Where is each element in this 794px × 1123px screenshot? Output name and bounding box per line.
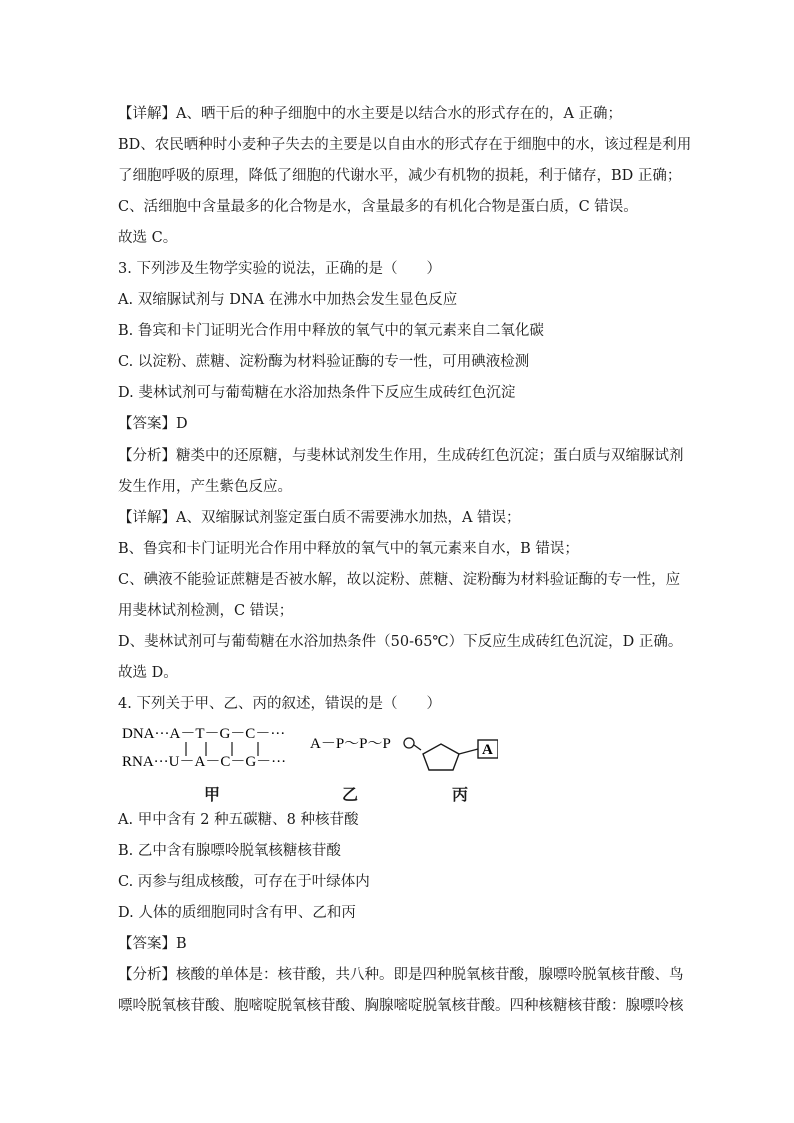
text-line: 用斐林试剂检测，C 错误； — [118, 603, 294, 619]
answer-line: 【答案】B — [118, 936, 187, 952]
question-3-stem: 3. 下列涉及生物学实验的说法，正确的是（ ） — [118, 261, 441, 277]
dna-strand: DNA···A－T－G－C－··· — [122, 726, 286, 742]
figure-label-jia: 甲 — [204, 785, 221, 804]
text-line: 故选 C。 — [118, 230, 178, 246]
question-4-option-d: D. 人体的质细胞同时含有甲、乙和丙 — [118, 905, 356, 921]
phosphate-circle — [404, 738, 414, 748]
pentose-sugar-ring — [423, 744, 459, 770]
text-line: 【详解】A、晒干后的种子细胞中的水主要是以结合水的形式存在的，A 正确； — [118, 106, 623, 122]
analysis-line: 【分析】糖类中的还原糖，与斐林试剂发生作用，生成砖红色沉淀；蛋白质与双缩脲试剂 — [118, 448, 684, 464]
question-3-option-b: B. 鲁宾和卡门证明光合作用中释放的氧气中的氧元素来自二氧化碳 — [118, 323, 544, 339]
answer-line: 【答案】D — [118, 416, 188, 432]
text-line: D、斐林试剂可与葡萄糖在水浴加热条件（50-65℃）下反应生成砖红色沉淀，D 正确。 — [118, 634, 683, 650]
question-4-stem: 4. 下列关于甲、乙、丙的叙述，错误的是（ ） — [118, 696, 441, 712]
figure-label-bing: 丙 — [452, 785, 469, 804]
detail-line: 【详解】A、双缩脲试剂鉴定蛋白质不需要沸水加热，A 错误； — [118, 510, 521, 526]
question-4-option-b: B. 乙中含有腺嘌呤脱氧核糖核苷酸 — [118, 843, 341, 859]
text-line: BD、农民晒种时小麦种子失去的主要是以自由水的形式存在于细胞中的水，该过程是利用 — [118, 137, 692, 153]
question-4-option-c: C. 丙参与组成核酸，可存在于叶绿体内 — [118, 874, 370, 890]
text-line: C、碘液不能验证蔗糖是否被水解，故以淀粉、蔗糖、淀粉酶为材料验证酶的专一性，应 — [118, 572, 681, 588]
question-3-option-c: C. 以淀粉、蔗糖、淀粉酶为材料验证酶的专一性，可用碘液检测 — [118, 354, 530, 370]
question-3-option-a: A. 双缩脲试剂与 DNA 在沸水中加热会发生显色反应 — [118, 292, 458, 308]
phosphate-bond — [414, 745, 421, 750]
figure-diagram — [118, 720, 498, 804]
text-line: 嘌呤脱氧核苷酸、胞嘧啶脱氧核苷酸、胸腺嘧啶脱氧核苷酸。四种核糖核苷酸：腺嘌呤核 — [118, 998, 684, 1014]
analysis-line: 【分析】核酸的单体是：核苷酸，共八种。即是四种脱氧核苷酸，腺嘌呤脱氧核苷酸、鸟 — [118, 967, 684, 983]
base-letter: A — [482, 742, 493, 758]
question-3-option-d: D. 斐林试剂可与葡萄糖在水浴加热条件下反应生成砖红色沉淀 — [118, 385, 516, 401]
text-line: B、鲁宾和卡门证明光合作用中释放的氧气中的氧元素来自水，B 错误； — [118, 541, 579, 557]
figure-label-yi: 乙 — [342, 785, 359, 804]
text-line: 发生作用，产生紫色反应。 — [118, 479, 292, 495]
text-line: 故选 D。 — [118, 665, 178, 681]
text-line: C、活细胞中含量最多的化合物是水，含量最多的有机化合物是蛋白质，C 错误。 — [118, 199, 638, 215]
atp-formula: A－P～P～P — [310, 736, 391, 752]
text-line: 了细胞呼吸的原理，降低了细胞的代谢水平，减少有机物的损耗，利于储存，BD 正确； — [118, 168, 682, 184]
base-bond — [459, 749, 478, 754]
rna-strand: RNA···U－A－C－G－··· — [122, 754, 287, 770]
question-4-figure — [118, 720, 498, 804]
question-4-option-a: A. 甲中含有 2 种五碳糖、8 种核苷酸 — [118, 812, 359, 828]
